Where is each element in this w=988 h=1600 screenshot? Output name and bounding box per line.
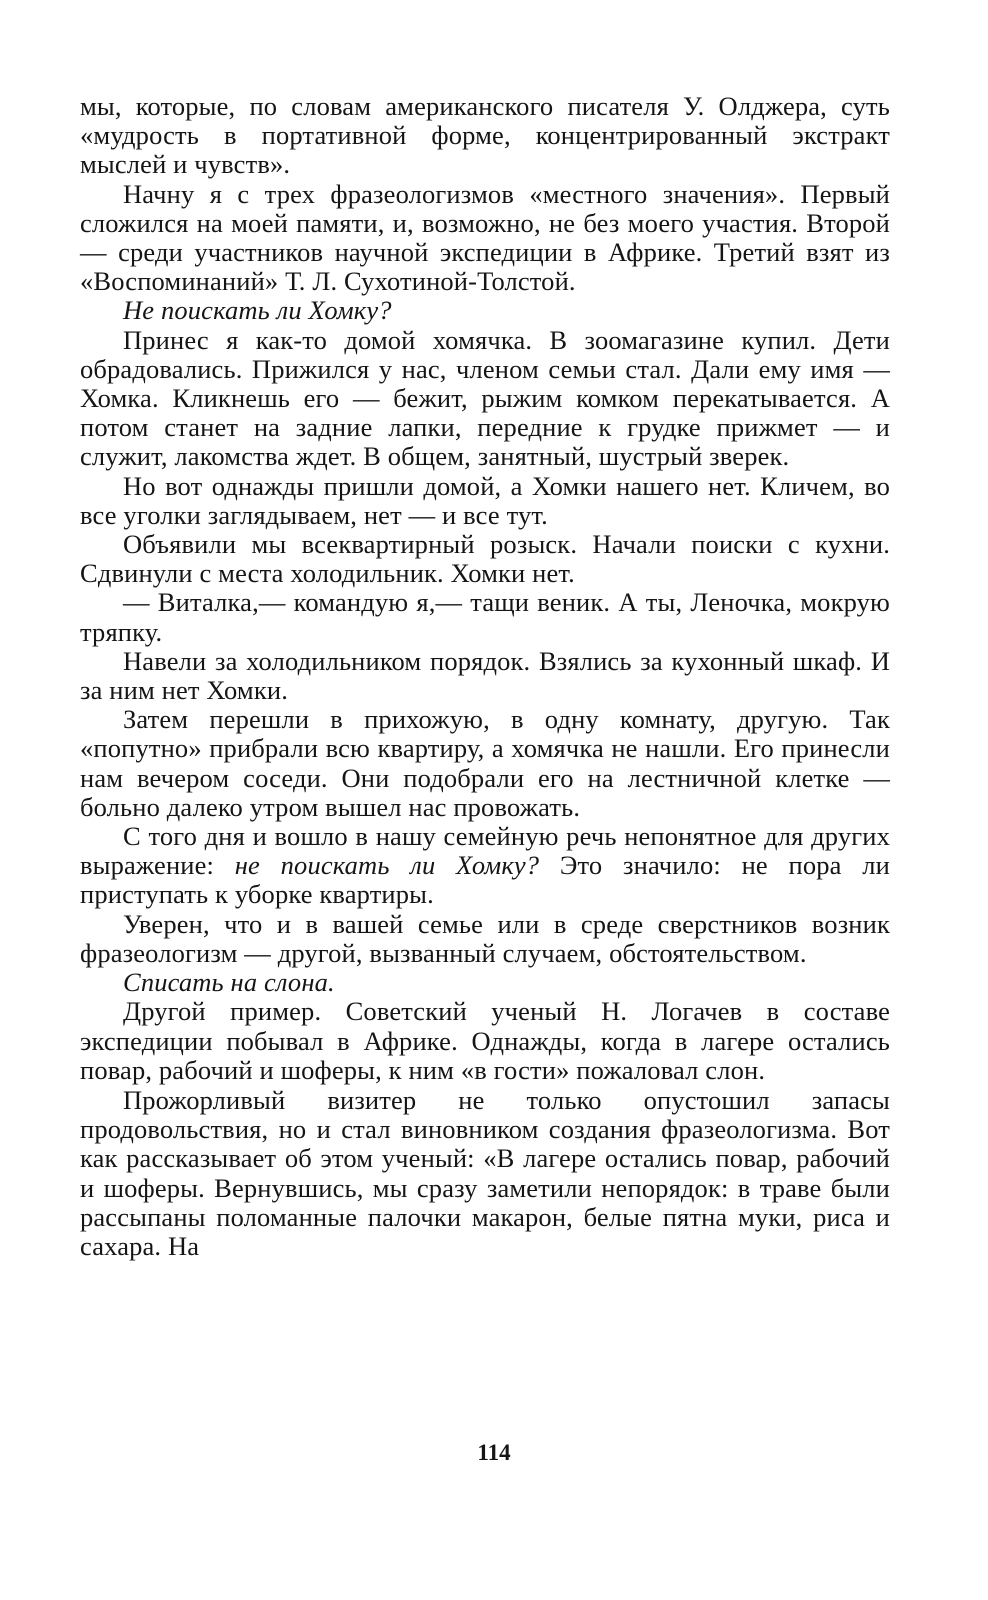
paragraph: Но вот однажды пришли домой, а Хомки нашего нет. Кличем, во все уголки заглядываем, нет — и все тут. bbox=[80, 470, 890, 530]
emphasized-phrase: не поискать ли Хомку? bbox=[234, 850, 540, 881]
paragraph-intro: Начну я с трех фразеологизмов «местного значения». Первый сложился на моей памяти, и, возможно, не без моего участия. Второй — среди участников научной экспедиции в Африке. Третий взят из «Воспоминаний» Т. Л. Сухотиной-Толстой. bbox=[80, 178, 890, 297]
dialogue-line: — Виталка,— командую я,— тащи веник. А ты, Леночка, мокрую тряпку. bbox=[80, 587, 890, 647]
section-heading-slon: Списать на слона. bbox=[123, 967, 335, 998]
paragraph: Объявили мы всеквартирный розыск. Начали поиски с кухни. Сдвинули с места холодильник. Хомки нет. bbox=[80, 529, 890, 589]
paragraph: Затем перешли в прихожую, в одну комнату, другую. Так «попутно» прибрали всю квартиру, а хомячка не нашли. Его принесли нам вечером соседи. Они подобрали его на лестничной клетке — больно далеко утром вышел нас провожать. bbox=[80, 704, 890, 822]
page-number: 114 bbox=[477, 1440, 511, 1465]
text-run: С того дня и вошло в нашу семейную речь непонятное для других выражение: bbox=[80, 821, 890, 881]
paragraph-with-emphasis bbox=[80, 822, 890, 910]
paragraph: Прожорливый визитер не только опустошил запасы продовольствия, но и стал виновником создания фразеологизма. Вот как рассказывает об этом ученый: «В лагере остались повар, рабочий и шоферы. Вернувшись, мы сразу заметили непорядок: в траве были рассыпаны поломанные палочки макарон, белые пятна муки, риса и сахара. На bbox=[80, 1084, 890, 1261]
text-run: Это значило: не пора ли приступать к уборке квартиры. bbox=[80, 850, 890, 910]
paragraph: Другой пример. Советский ученый Н. Логачев в составе экспедиции побывал в Африке. Однажды, когда в лагере остались повар, рабочий и шоферы, к ним «в гости» пожаловал слон. bbox=[80, 996, 890, 1085]
book-page bbox=[80, 92, 890, 1261]
section-heading-khomka: Не поискать ли Хомку? bbox=[123, 295, 392, 326]
paragraph: Уверен, что и в вашей семье или в среде сверстников возник фразеологизм — другой, вызванный случаем, обстоятельством. bbox=[80, 908, 890, 968]
paragraph: Принес я как-то домой хомячка. В зоомагазине купил. Дети обрадовались. Прижился у нас, членом семьи стал. Дали ему имя — Хомка. Кликнешь его — бежит, рыжим комком перекатывается. А потом станет на задние лапки, передние к грудке прижмет — и служит, лакомства ждет. В общем, занятный, шустрый зверек. bbox=[80, 324, 890, 472]
paragraph: Навели за холодильником порядок. Взялись за кухонный шкаф. И за ним нет Хомки. bbox=[80, 645, 890, 706]
paragraph-continuation: мы, которые, по словам американского писателя У. Олджера, суть «мудрость в портативной форме, концентрированный экстракт мыслей и чувств». bbox=[80, 91, 890, 180]
